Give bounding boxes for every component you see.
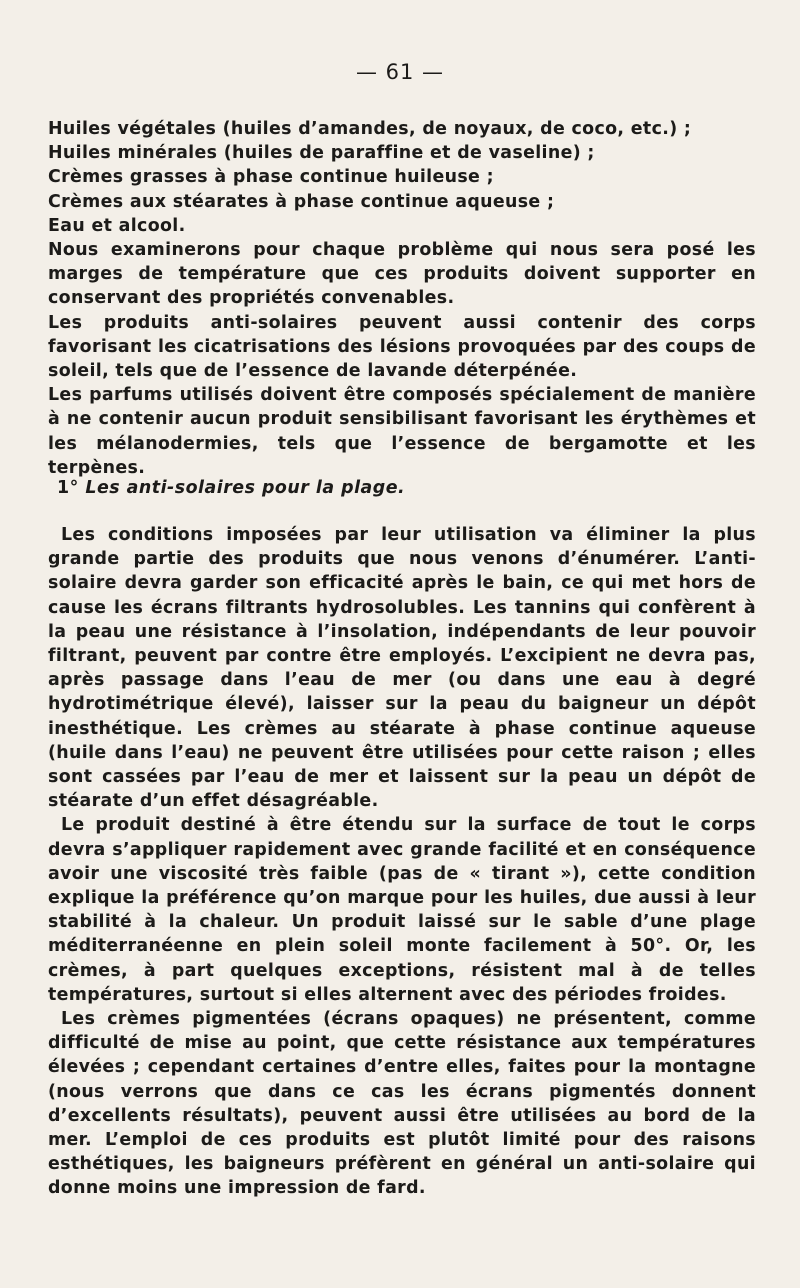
product-list (48, 117, 756, 238)
section-title: Les anti-solaires pour la plage. (85, 478, 406, 498)
paragraph: Les produits anti-solaires peuvent aussi contenir des corps favorisant les cicatrisations des lésions provoquées par des coups de soleil, tels que de l’essence de lavande déterpénée. (48, 312, 756, 382)
list-item: Huiles minérales (huiles de paraffine et de vaseline) ; (48, 143, 595, 164)
paragraph: Le produit destiné à être étendu sur la surface de tout le corps devra s’appliquer rapidement avec grande facilité et en conséquence avoir une viscosité très faible (pas de « tirant »), cette condition explique la préférence qu’on marque pour les huiles, due aussi à leur stabilité à la chaleur. Un produit laissé sur le sable d’une plage méditerranéenne en plein soleil monte facilement à 50°. Or, les crèmes, à part quelques exceptions, résistent mal à de telles températures, surtout si elles alternent avec des périodes froides. (48, 815, 756, 1005)
paragraph: Les conditions imposées par leur utilisation va éliminer la plus grande partie des produits que nous venons d’énumérer. L’anti-solaire devra garder son efficacité après le bain, ce qui met hors de cause les écrans filtrants hydrosolubles. Les tannins qui confèrent à la peau une résistance à l’insolation, indépendants de leur pouvoir filtrant, peuvent par contre être employés. L’excipient ne devra pas, après passage dans l’eau de mer (ou dans une eau à degré hydrotimétrique élevé), laisser sur la peau du baigneur un dépôt inesthétique. Les crèmes au stéarate à phase continue aqueuse (huile dans l’eau) ne peuvent être utilisées pour cette raison ; elles sont cassées par l’eau de mer et laissent sur la peau un dépôt de stéarate d’un effet désagréable. (48, 525, 756, 812)
list-item: Crèmes grasses à phase continue huileuse ; (48, 167, 494, 188)
page-number: — 61 — (355, 60, 445, 84)
paragraph: Les parfums utilisés doivent être composés spécialement de manière à ne contenir aucun produit sensibilisant favorisant les érythèmes et les mélanodermies, tels que l’essence de bergamotte et les terpènes. (48, 385, 756, 478)
list-item: Eau et alcool. (48, 215, 186, 236)
paragraph: Les crèmes pigmentées (écrans opaques) ne présentent, comme difficulté de mise au point, que cette résistance aux températures élevées ; cependant certaines d’entre elles, faites pour la montagne (nous verrons que dans ce cas les écrans pigmentés donnent d’excellents résultats), peuvent aussi être utilisées au bord de la mer. L’emploi de ces produits est plutôt limité pour des raisons esthétiques, les baigneurs préfèrent en général un anti-solaire qui donne moins une impression de fard. (48, 1009, 756, 1199)
list-item: Crèmes aux stéarates à phase continue aqueuse ; (48, 191, 555, 212)
section-number: 1° (57, 478, 79, 498)
intro-section (48, 117, 756, 480)
section-heading (57, 478, 405, 498)
paragraph: Nous examinerons pour chaque problème qui nous sera posé les marges de température que ces produits doivent supporter en conservant des propriétés convenables. (48, 240, 756, 309)
section-body (48, 523, 756, 1201)
list-item: Huiles végétales (huiles d’amandes, de noyaux, de coco, etc.) ; (48, 119, 692, 139)
